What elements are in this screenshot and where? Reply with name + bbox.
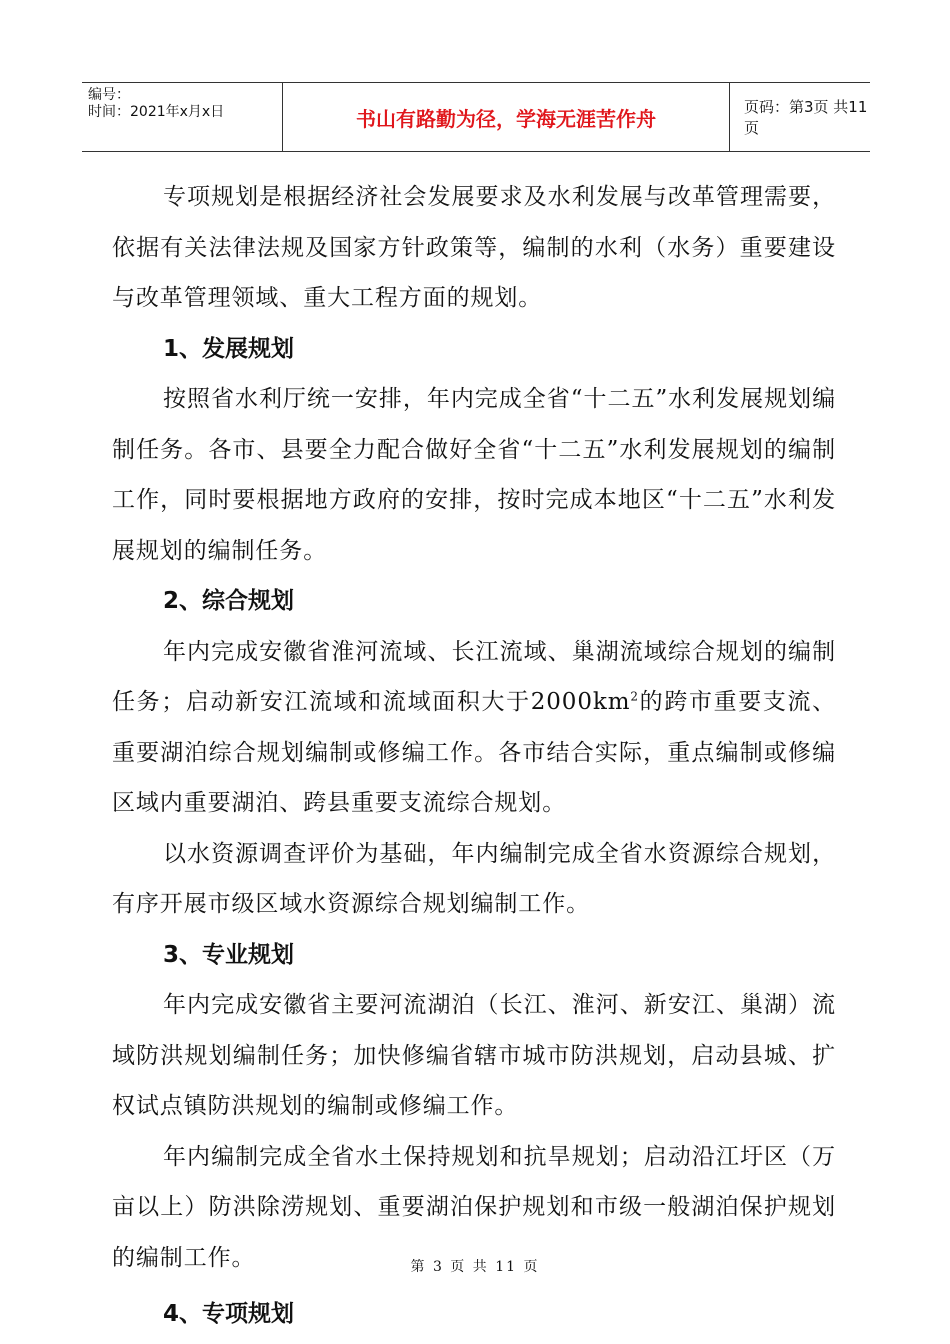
page-footer: 第 3 页 共 11 页: [410, 1259, 540, 1275]
page-header: [82, 82, 870, 152]
section-heading: 3、专业规划: [163, 941, 295, 968]
section-heading: 4、专项规划: [163, 1301, 295, 1327]
motto: 书山有路勤为径，学海无涯苦作舟: [282, 83, 730, 151]
intro-paragraph: 专项规划是根据经济社会发展要求及水利发展与改革管理需要，依据有关法律法规及国家方针政策等，编制的水利（水务）重要建设与改革管理领域、重大工程方面的规划。: [112, 184, 836, 311]
page-code: 页码：第3页 共11页: [744, 98, 868, 137]
paragraph-text: 的跨市重要支流、重要湖泊综合规划编制或修编工作。各市结合实际，重点编制或修编区域内重要湖泊、跨县重要支流综合规划。: [112, 689, 836, 816]
document-body: [112, 172, 836, 1340]
time-label: 时间：2021年x月x日: [88, 104, 225, 120]
paragraph: 按照省水利厅统一安排，年内完成全省“十二五”水利发展规划编制任务。各市、县要全力配合做好全省“十二五”水利发展规划的编制工作，同时要根据地方政府的安排，按时完成本地区“十二五”水利发展规划的编制任务。: [112, 386, 836, 564]
paragraph: 年内完成安徽省主要河流湖泊（长江、淮河、新安江、巢湖）流域防洪规划编制任务；加快修编省辖市城市防洪规划，启动县城、扩权试点镇防洪规划的编制或修编工作。: [112, 992, 836, 1119]
section-heading: 2、综合规划: [163, 588, 295, 614]
section-heading: 1、发展规划: [163, 335, 295, 362]
paragraph: [112, 627, 836, 829]
superscript: 2: [630, 689, 639, 704]
paragraph: 以水资源调查评价为基础，年内编制完成全省水资源综合规划，有序开展市级区域水资源综合规划编制工作。: [112, 840, 836, 917]
paragraph: 年内编制完成全省水土保持规划和抗旱规划；启动沿江圩区（万亩以上）防洪除涝规划、重要湖泊保护规划和市级一般湖泊保护规划的编制工作。: [112, 1143, 836, 1271]
number-label: 编号：: [88, 87, 130, 103]
doc-meta: [82, 83, 282, 151]
paragraph-text: 年内完成安徽省淮河流域、长江流域、巢湖流域综合规划的编制任务；启动新安江流域和流域面积大于2000km: [112, 638, 836, 715]
